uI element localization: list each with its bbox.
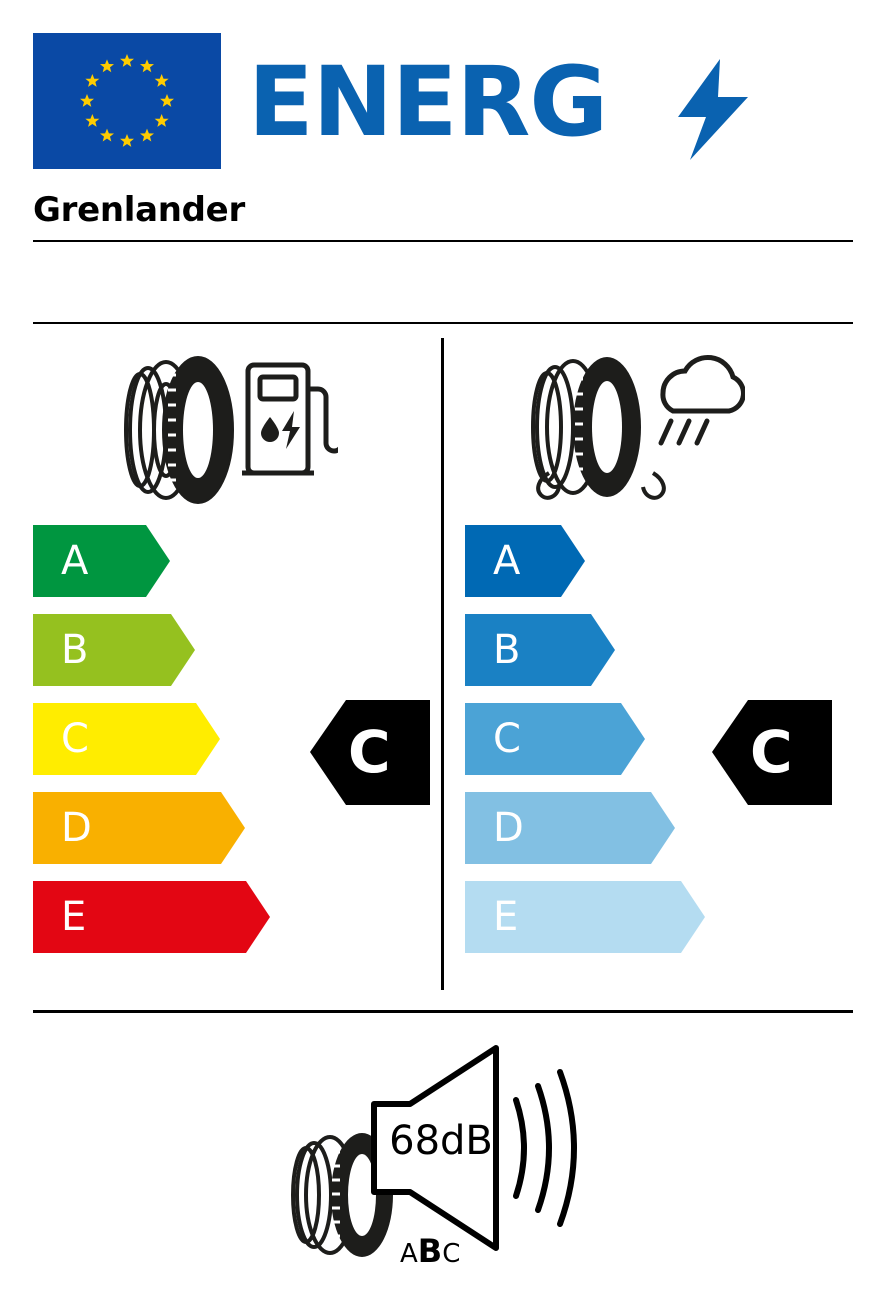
grip-class-C-letter: C [493,716,521,762]
noise-class-A: A [400,1239,418,1269]
grip-class-A-bar [465,525,600,597]
grip-class-A-letter: A [493,538,521,584]
noise-class-row [400,1232,460,1270]
grip-class-B-bar [465,614,630,686]
fuel-class-C-letter: C [61,716,89,762]
label-header [33,33,853,173]
fuel-result-letter: C [348,718,391,786]
eu-stars-icon [33,33,221,169]
divider-second [33,322,853,324]
fuel-class-E-letter: E [61,894,87,940]
noise-class-B-selected: B [417,1232,443,1270]
energ-text: ENERG [248,46,608,158]
tyre-rain-cloud-icon [525,345,745,519]
noise-db-value: 68dB [389,1118,493,1164]
divider-bottom [33,1010,853,1013]
grip-result-letter: C [750,718,793,786]
divider-vertical [441,338,444,990]
lightning-bolt-icon [668,57,758,162]
noise-class-C: C [442,1239,461,1269]
tyre-fuel-pump-icon [118,345,338,519]
fuel-class-B-letter: B [61,627,89,673]
grip-class-E-letter: E [493,894,519,940]
grip-class-D-letter: D [493,805,524,851]
fuel-class-A-bar [33,525,193,597]
energ-wordmark [248,47,848,157]
divider-top [33,240,853,242]
grip-class-B-letter: B [493,627,521,673]
brand-name: Grenlander [33,190,245,230]
grip-result-marker [712,700,832,805]
fuel-class-A-letter: A [61,538,89,584]
fuel-class-D-letter: D [61,805,92,851]
noise-section [280,1040,610,1270]
fuel-result-marker [310,700,430,805]
eu-flag [33,33,221,169]
